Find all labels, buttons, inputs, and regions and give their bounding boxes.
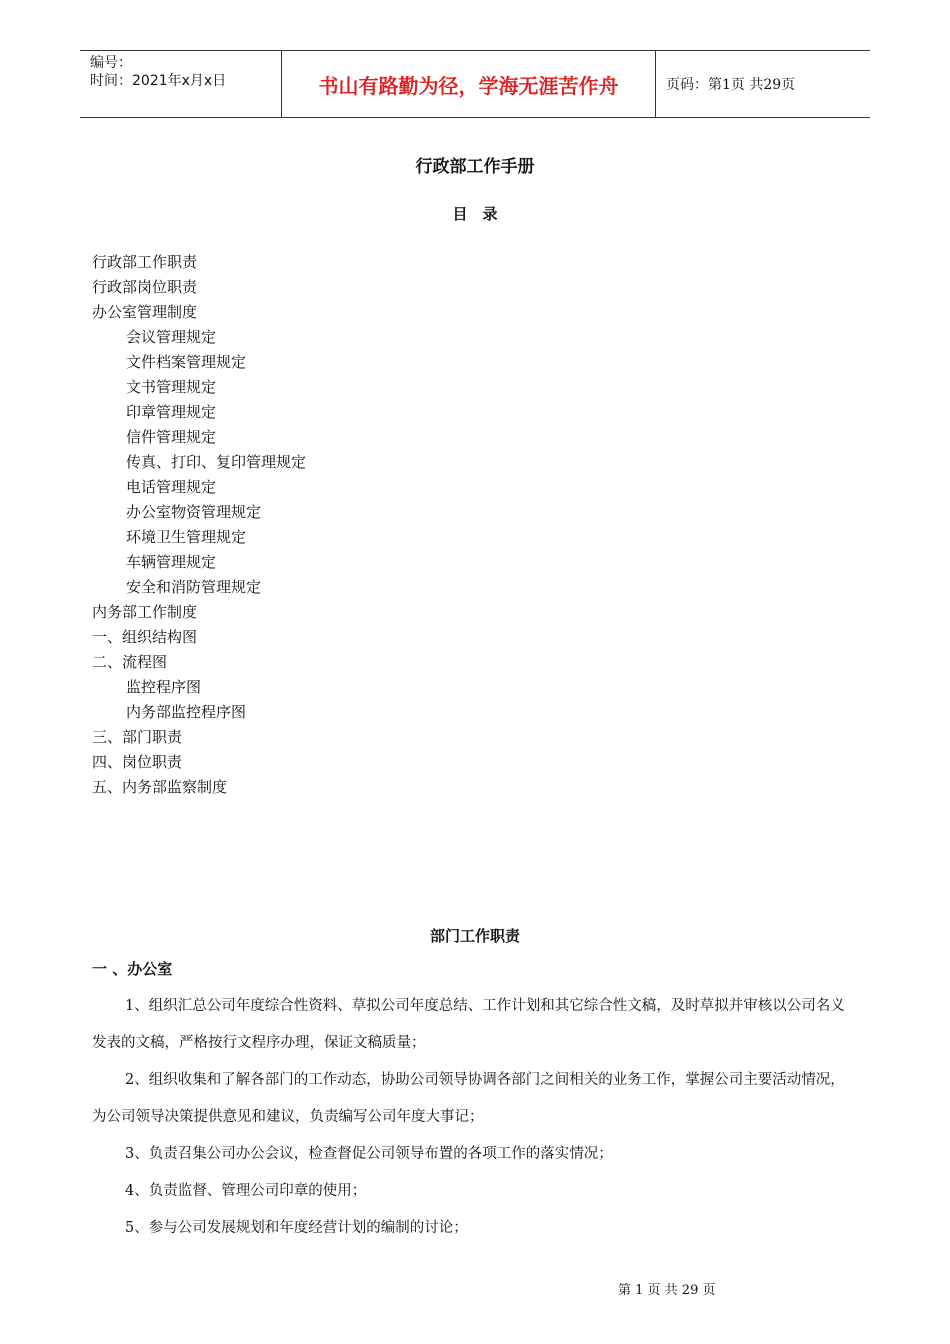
toc-item[interactable]: 印章管理规定 <box>126 403 217 421</box>
body-paragraph: 5、参与公司发展规划和年度经营计划的编制的讨论； <box>125 1220 468 1236</box>
header-page-info: 页码：第1页 共29页 <box>666 77 796 93</box>
table-of-contents <box>92 250 306 800</box>
toc-item[interactable]: 电话管理规定 <box>126 478 217 496</box>
page-header <box>80 50 870 118</box>
document-number-label: 编号： <box>90 55 132 71</box>
toc-item[interactable]: 监控程序图 <box>126 678 202 696</box>
toc-item[interactable]: 安全和消防管理规定 <box>126 578 262 596</box>
page-footer: 第 1 页 共 29 页 <box>618 1283 716 1298</box>
toc-item[interactable]: 文书管理规定 <box>126 378 217 396</box>
header-meta <box>80 51 282 117</box>
toc-item[interactable]: 办公室管理制度 <box>92 303 198 321</box>
toc-item[interactable]: 办公室物资管理规定 <box>126 503 262 521</box>
toc-item[interactable]: 环境卫生管理规定 <box>126 528 247 546</box>
header-motto: 书山有路勤为径，学海无涯苦作舟 <box>282 51 656 117</box>
toc-item[interactable]: 会议管理规定 <box>126 328 217 346</box>
body-paragraph: 1、组织汇总公司年度综合性资料、草拟公司年度总结、工作计划和其它综合性文稿，及时草拟并审核以公司名义发表的文稿，严格按行文程序办理，保证文稿质量； <box>92 998 845 1051</box>
section-title: 部门工作职责 <box>429 927 520 945</box>
toc-item[interactable]: 三、部门职责 <box>92 728 183 746</box>
toc-item[interactable]: 二、流程图 <box>92 653 168 671</box>
toc-item[interactable]: 内务部监控程序图 <box>126 703 247 721</box>
toc-item[interactable]: 五、内务部监察制度 <box>92 778 228 796</box>
document-time-label: 时间：2021年x月x日 <box>90 73 227 89</box>
toc-item[interactable]: 内务部工作制度 <box>92 603 198 621</box>
subsection-title: 一 、办公室 <box>92 960 173 978</box>
toc-item[interactable]: 传真、打印、复印管理规定 <box>126 453 307 471</box>
body-paragraph: 4、负责监督、管理公司印章的使用； <box>125 1183 367 1199</box>
body-paragraph: 3、负责召集公司办公会议，检查督促公司领导布置的各项工作的落实情况； <box>125 1146 613 1162</box>
toc-item[interactable]: 四、岗位职责 <box>92 753 183 771</box>
toc-item[interactable]: 行政部岗位职责 <box>92 278 198 296</box>
toc-title: 目 录 <box>452 205 498 223</box>
toc-item[interactable]: 行政部工作职责 <box>92 253 198 271</box>
toc-item[interactable]: 车辆管理规定 <box>126 553 217 571</box>
toc-item[interactable]: 文件档案管理规定 <box>126 353 247 371</box>
toc-item[interactable]: 信件管理规定 <box>126 428 217 446</box>
body-paragraph: 2、组织收集和了解各部门的工作动态，协助公司领导协调各部门之间相关的业务工作，掌握公司主要活动情况，为公司领导决策提供意见和建议，负责编写公司年度大事记； <box>92 1072 845 1125</box>
document-title: 行政部工作手册 <box>415 157 535 177</box>
toc-item[interactable]: 一、组织结构图 <box>92 628 198 646</box>
body-text <box>92 988 854 1247</box>
